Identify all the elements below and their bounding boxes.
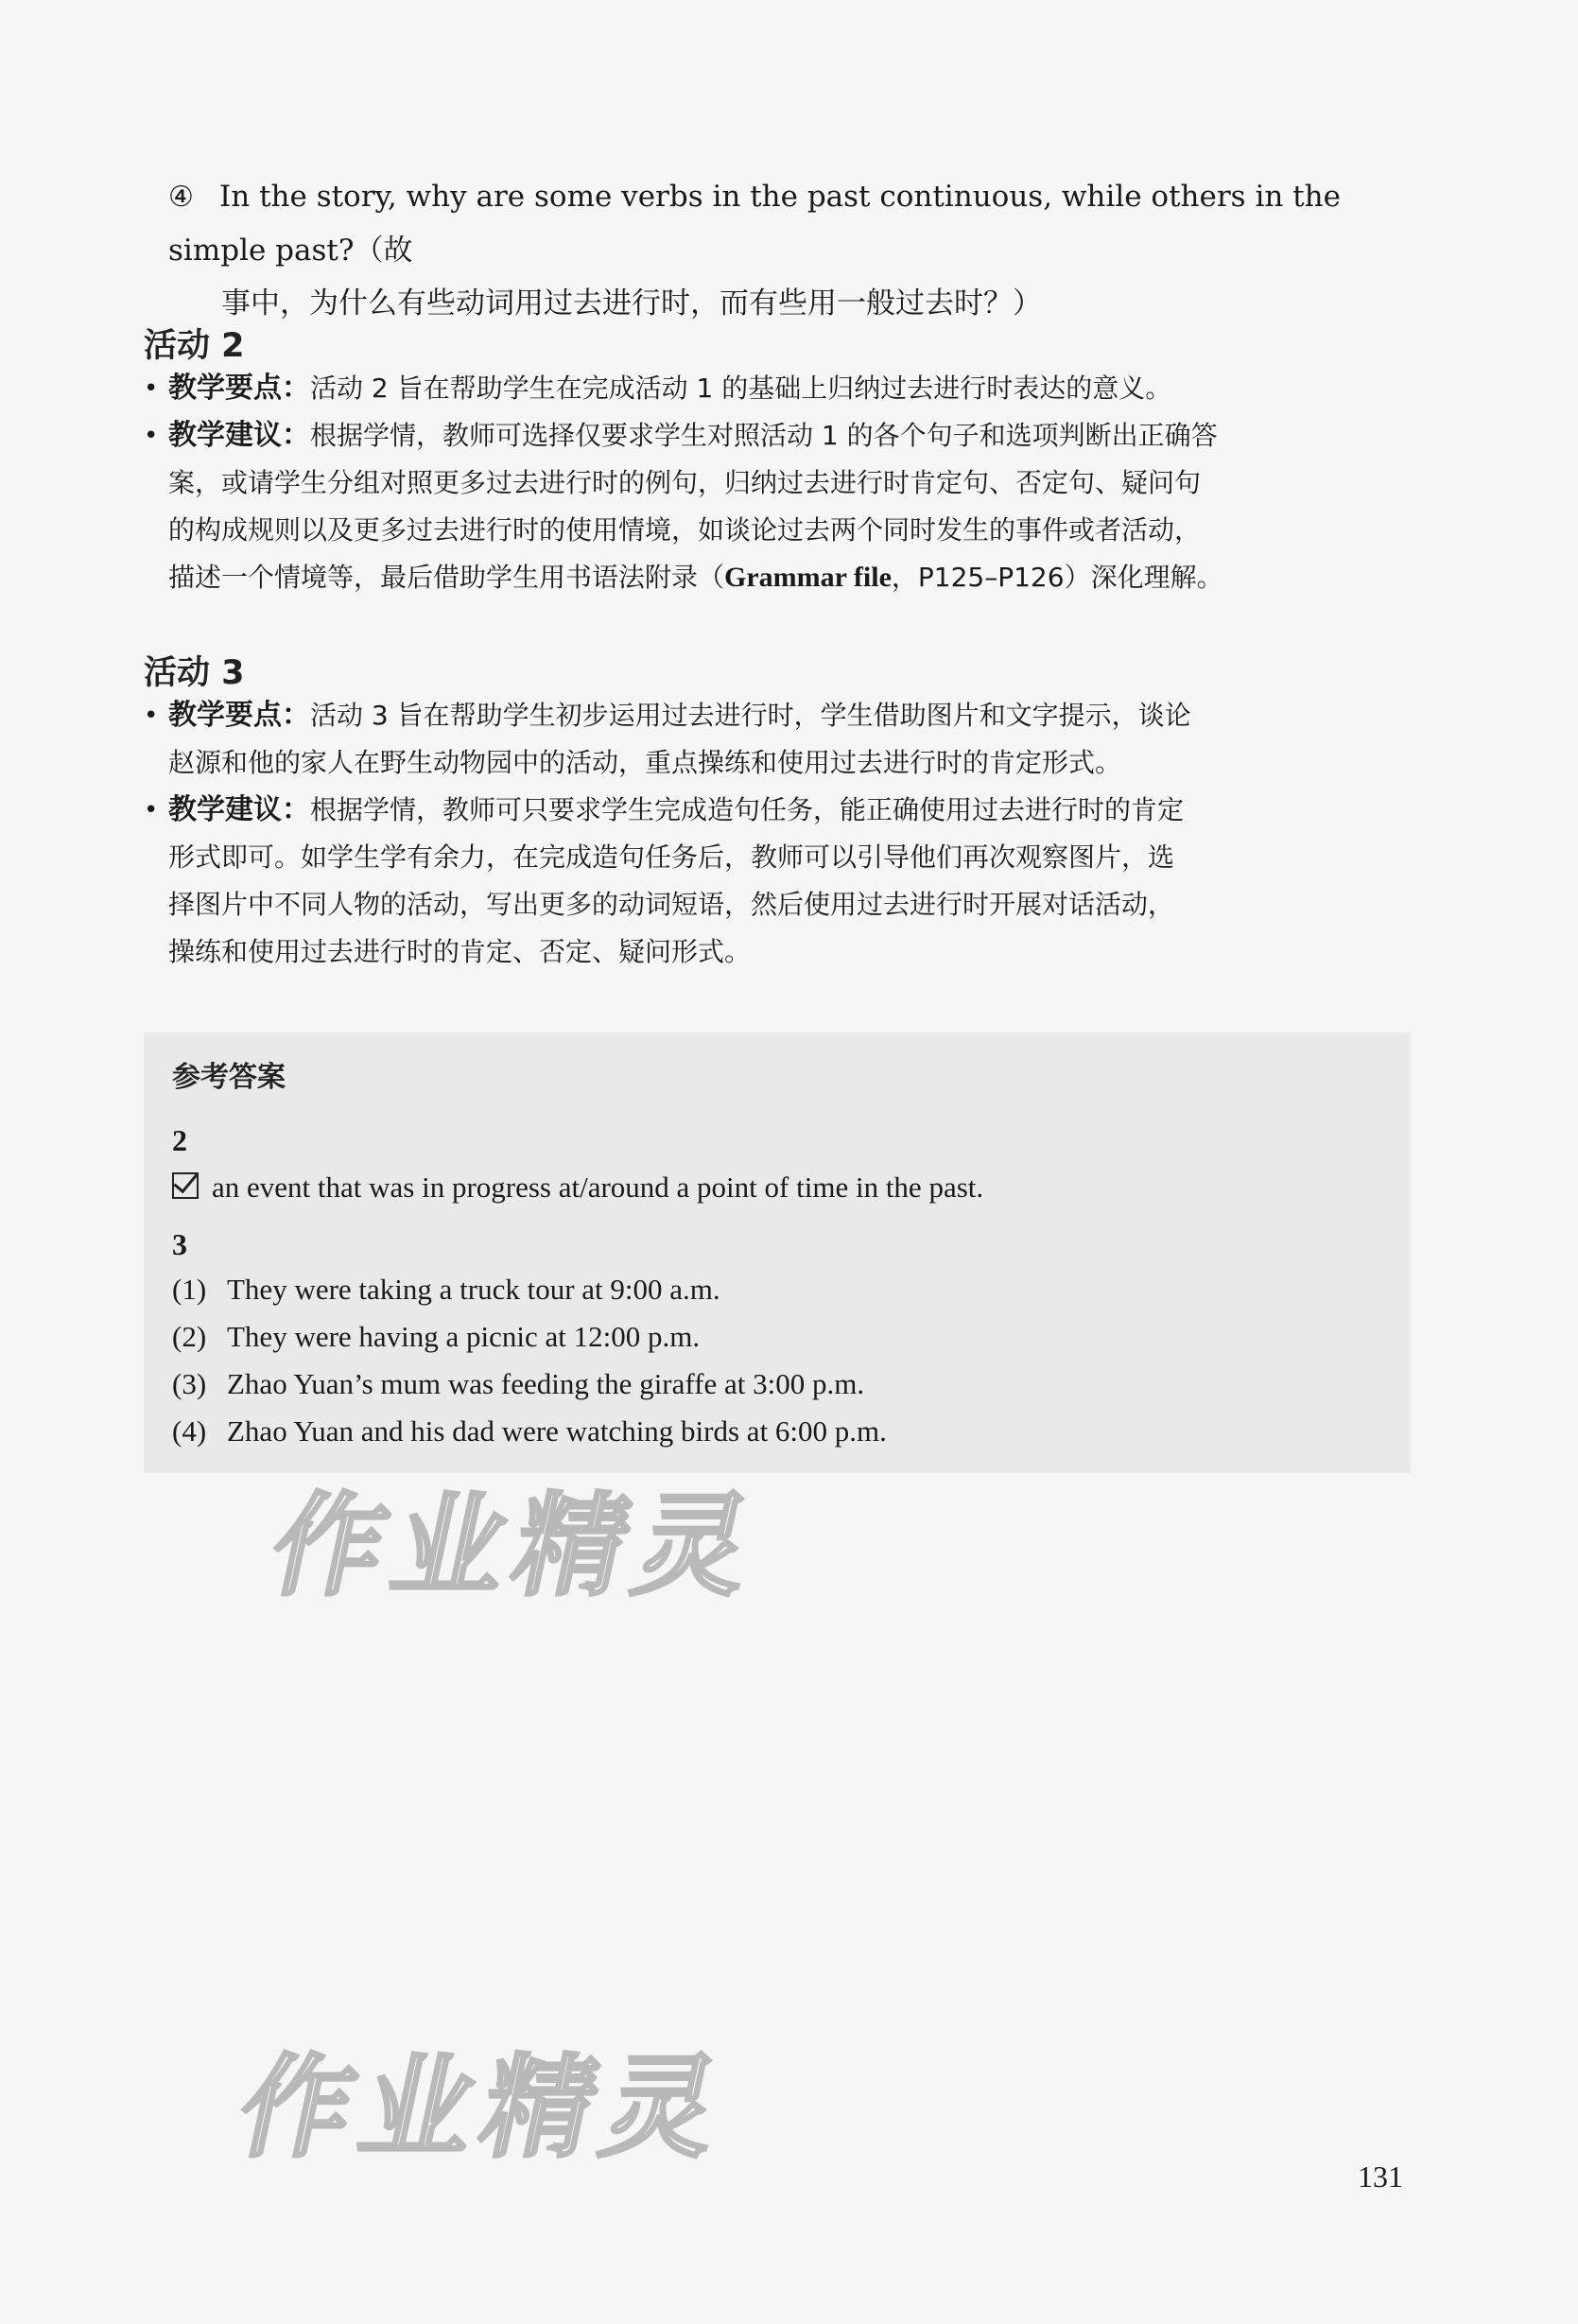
activity-2-bullets — [144, 365, 1415, 601]
question-4-line-1: In the story, why are some verbs in the past continuous, while others in the simple past?（故 — [168, 180, 1341, 268]
activity-3-teaching-suggestion — [144, 787, 1415, 976]
teaching-point-key: 教学要点： — [168, 372, 310, 405]
answer-item-text: Zhao Yuan’s mum was feeding the giraffe at 3:00 p.m. — [227, 1367, 865, 1400]
teaching-suggestion-line: 根据学情，教师可选择仅要求学生对照活动 1 的各个句子和选项判断出正确答 — [310, 420, 1218, 451]
answer-3-item — [172, 1320, 700, 1354]
activity-2-teaching-suggestion — [144, 412, 1415, 601]
reference-answers-box — [144, 1032, 1411, 1473]
page-number: 131 — [1358, 2159, 1403, 2194]
answer-item-text: Zhao Yuan and his dad were watching birds at 6:00 p.m. — [227, 1414, 887, 1448]
bullet-dot-icon: • — [144, 796, 159, 824]
teaching-suggestion-key: 教学建议： — [168, 793, 310, 826]
answer-2-text: an event that was in progress at/around a point of time in the past. — [212, 1171, 984, 1204]
teaching-suggestion-line: 根据学情，教师可只要求学生完成造句任务，能正确使用过去进行时的肯定 — [310, 794, 1185, 825]
activity-3-bullets — [144, 692, 1415, 976]
answer-3-item — [172, 1367, 864, 1401]
grammar-file-reference: Grammar file — [724, 562, 892, 593]
activity-3-title: 活动 3 — [144, 654, 245, 692]
bullet-dot-icon: • — [144, 702, 159, 730]
teaching-suggestion-line: 择图片中不同人物的活动，写出更多的动词短语，然后使用过去进行时开展对话活动， — [168, 889, 1175, 920]
answer-2-line — [172, 1171, 983, 1205]
teaching-point-text: 活动 3 旨在帮助学生初步运用过去进行时，学生借助图片和文字提示，谈论 — [310, 700, 1191, 731]
teaching-suggestion-line: 的构成规则以及更多过去进行时的使用情境，如谈论过去两个同时发生的事件或者活动， — [168, 514, 1202, 546]
teaching-suggestion-key: 教学建议： — [168, 419, 310, 452]
bullet-dot-icon: • — [144, 374, 159, 403]
bullet-dot-icon: • — [144, 422, 159, 450]
question-number: ④ — [168, 181, 194, 214]
activity-2-teaching-point — [144, 365, 1415, 412]
teaching-suggestion-line: 描述一个情境等，最后借助学生用书语法附录（ — [168, 562, 725, 593]
teaching-suggestion-line: 操练和使用过去进行时的肯定、否定、疑问形式。 — [168, 936, 752, 967]
answer-item-label: (1) — [172, 1273, 207, 1306]
answer-item-label: (3) — [172, 1367, 207, 1400]
answer-item-label: (4) — [172, 1414, 207, 1448]
teaching-suggestion-line: 形式即可。如学生学有余力，在完成造句任务后，教师可以引导他们再次观察图片，选 — [168, 841, 1175, 873]
teaching-suggestion-line: 案，或请学生分组对照更多过去进行时的例句，归纳过去进行时肯定句、否定句、疑问句 — [168, 467, 1202, 498]
question-4 — [168, 170, 1416, 330]
teaching-point-text: 活动 2 旨在帮助学生在完成活动 1 的基础上归纳过去进行时表达的意义。 — [310, 373, 1172, 404]
activity-2-title: 活动 2 — [144, 327, 245, 365]
activity-3-teaching-point — [144, 692, 1415, 787]
answer-item-text: They were having a picnic at 12:00 p.m. — [227, 1320, 701, 1353]
answer-3-item — [172, 1273, 720, 1307]
answer-item-text: They were taking a truck tour at 9:00 a.m. — [227, 1273, 720, 1306]
answer-3-number: 3 — [172, 1227, 187, 1261]
teaching-suggestion-line: ，P125–P126）深化理解。 — [891, 562, 1223, 593]
teaching-point-key: 教学要点： — [168, 699, 310, 732]
question-4-line-2: 事中，为什么有些动词用过去进行时，而有些用一般过去时？） — [221, 286, 1042, 321]
watermark: 作业精灵 — [260, 1481, 772, 1611]
answer-2-number: 2 — [172, 1123, 187, 1157]
checked-box-icon — [172, 1172, 199, 1199]
reference-answers-title: 参考答案 — [172, 1061, 286, 1094]
watermark: 作业精灵 — [228, 2042, 740, 2173]
answer-3-item — [172, 1414, 887, 1448]
teaching-point-text: 赵源和他的家人在野生动物园中的活动，重点操练和使用过去进行时的肯定形式。 — [168, 747, 1122, 778]
answer-item-label: (2) — [172, 1320, 207, 1353]
